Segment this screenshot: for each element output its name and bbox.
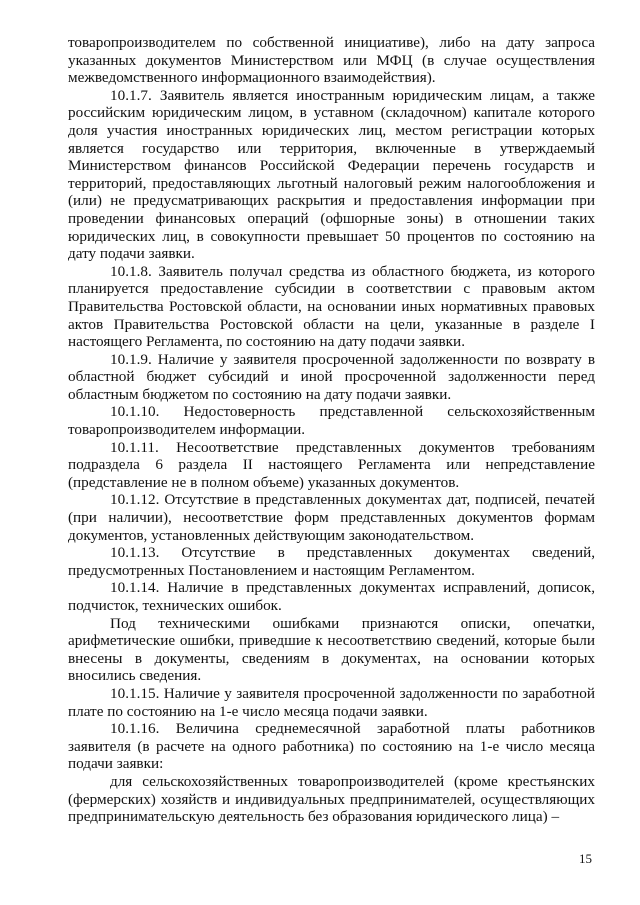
paragraph-10-1-8: 10.1.8. Заявитель получал средства из областного бюджета, из которого планируется предоставление субсидии в соответствии с правовым актом Правительства Ростовской области, на основании иных нормативных правовых актов Правительства Ростовской области на цели, указанные в разделе I настоящего Регламента, по состоянию на дату подачи заявки. <box>68 262 595 351</box>
paragraph-10-1-13: 10.1.13. Отсутствие в представленных документах сведений, предусмотренных Постановлением и настоящим Регламентом. <box>68 544 595 579</box>
paragraph-10-1-10: 10.1.10. Недостоверность представленной сельскохозяйственным товаропроизводителем информации. <box>68 403 595 439</box>
paragraph-10-1-11: 10.1.11. Несоответствие представленных документов требованиям подраздела 6 раздела II настоящего Регламента или непредставление (представление не в полном объеме) указанных документов. <box>68 438 595 491</box>
paragraph-agricultural-producers: для сельскохозяйственных товаропроизводителей (кроме крестьянских (фермерских) хозяйств и индивидуальных предпринимателей, осуществляющих предпринимательскую деятельность без образования юридического лица) – <box>68 772 595 826</box>
paragraph-10-1-14: 10.1.14. Наличие в представленных документах исправлений, дописок, подчисток, технических ошибок. <box>68 579 595 614</box>
paragraph-10-1-12: 10.1.12. Отсутствие в представленных документах дат, подписей, печатей (при наличии), несоответствие форм представленных документов формам документов, установленных действующим законодательством. <box>68 491 595 544</box>
paragraph-continuation: товаропроизводителем по собственной инициативе), либо на дату запроса указанных документов Министерством или МФЦ (в случае осуществления межведомственного информационного взаимодействия). <box>68 34 595 87</box>
paragraph-10-1-15: 10.1.15. Наличие у заявителя просроченной задолженности по заработной плате по состоянию на 1-е число месяца подачи заявки. <box>68 684 595 720</box>
page-number: 15 <box>579 851 592 866</box>
paragraph-10-1-16: 10.1.16. Величина среднемесячной заработной платы работников заявителя (в расчете на одного работника) по состоянию на 1-е число месяца подачи заявки: <box>68 720 595 773</box>
paragraph-technical-errors: Под техническими ошибками признаются описки, опечатки, арифметические ошибки, приведшие к несоответствию сведений, которые были внесены в документы, сведениям в документах, на основании которых вносились сведения. <box>68 614 595 685</box>
document-page <box>68 34 595 826</box>
paragraph-10-1-9: 10.1.9. Наличие у заявителя просроченной задолженности по возврату в областной бюджет субсидий и иной просроченной задолженности перед областным бюджетом по состоянию на дату подачи заявки. <box>68 350 595 403</box>
paragraph-10-1-7: 10.1.7. Заявитель является иностранным юридическим лицам, а также российским юридическим лицом, в уставном (складочном) капитале которого доля участия иностранных юридических лиц, местом регистрации которых является государство или территория, включенные в утверждаемый Министерством финансов Российской Федерации перечень государств и территорий, предоставляющих льготный налоговый режим налогообложения и (или) не предусматривающих раскрытия и предоставления информации при проведении финансовых операций (офшорные зоны) в отношении таких юридических лиц, в совокупности превышает 50 процентов по состоянию на дату подачи заявки. <box>68 86 595 263</box>
